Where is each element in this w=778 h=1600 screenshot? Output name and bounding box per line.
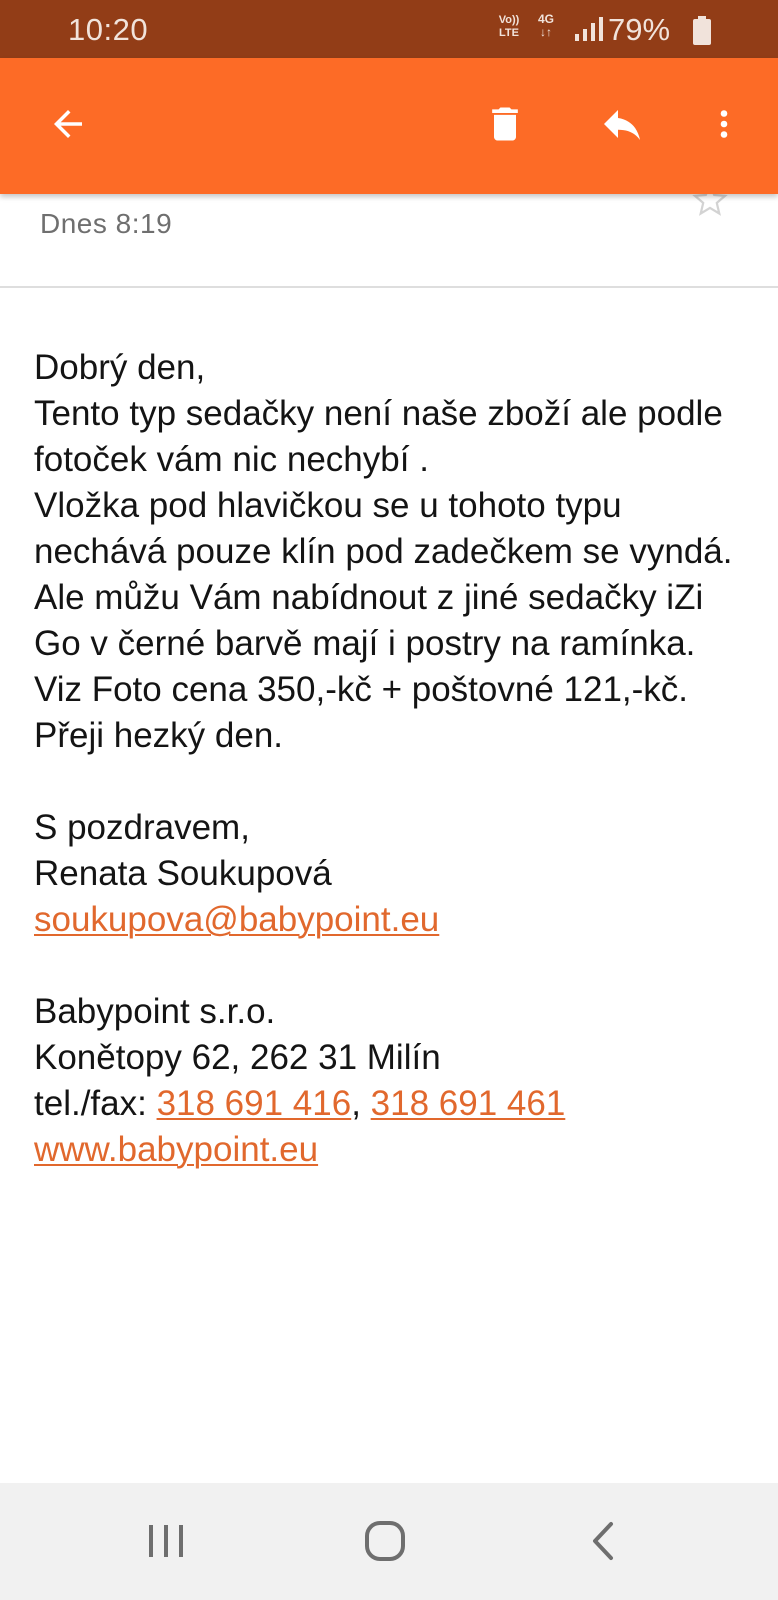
app-bar: [0, 58, 778, 194]
phone-label: tel./fax:: [34, 1084, 157, 1123]
back-button[interactable]: [36, 92, 100, 156]
body-line: Vložka pod hlavičkou se u tohoto typu nechává pouze klín pod zadečkem se vyndá.: [34, 486, 733, 571]
signal-icon: [574, 16, 604, 47]
recents-icon: [146, 1523, 186, 1559]
status-time: 10:20: [68, 12, 149, 47]
body-line: Ale můžu Vám nabídnout z jiné sedačky iZi Go v černé barvě mají i postry na ramínka.: [34, 578, 704, 663]
signature-greeting: S pozdravem,: [34, 808, 250, 847]
trash-icon: [483, 100, 527, 148]
recents-button[interactable]: [126, 1505, 206, 1577]
phone-link-1[interactable]: 318 691 416: [156, 1084, 352, 1123]
email-body: [34, 345, 749, 1173]
email-link[interactable]: soukupova@babypoint.eu: [34, 900, 440, 939]
body-line: Dobrý den,: [34, 348, 206, 387]
network-type-icon: 4G ↓↑: [537, 12, 554, 39]
volte-icon: Vo)) LTE: [498, 14, 520, 39]
signature-phone-line: [34, 1081, 749, 1127]
battery-percent: 79%: [608, 12, 671, 47]
body-line: Přeji hezký den.: [34, 716, 284, 755]
signature-website-line: [34, 1127, 749, 1173]
navigation-bar: [0, 1483, 778, 1600]
phone-separator: ,: [351, 1084, 371, 1123]
signature-name: Renata Soukupová: [34, 854, 332, 893]
signature-company: Babypoint s.r.o.: [34, 992, 276, 1031]
home-button[interactable]: [345, 1505, 425, 1577]
message-header: [0, 194, 778, 288]
more-options-button[interactable]: [692, 92, 756, 156]
nav-back-button[interactable]: [563, 1505, 643, 1577]
reply-icon: [598, 100, 646, 148]
body-line: Viz Foto cena 350,-kč + poštovné 121,-kč.: [34, 670, 689, 709]
status-bar: [0, 0, 778, 58]
more-vert-icon: [706, 102, 742, 146]
spacer: [34, 759, 749, 805]
reply-button[interactable]: [590, 92, 654, 156]
message-date: Dnes 8:19: [40, 208, 173, 239]
back-icon: [589, 1521, 617, 1561]
delete-button[interactable]: [473, 92, 537, 156]
signature-address: Konětopy 62, 262 31 Milín: [34, 1038, 441, 1077]
signature-email-line: [34, 897, 749, 943]
home-icon: [364, 1520, 406, 1562]
spacer: [34, 943, 749, 989]
back-arrow-icon: [47, 103, 89, 145]
phone-link-2[interactable]: 318 691 461: [370, 1084, 566, 1123]
website-link[interactable]: www.babypoint.eu: [34, 1130, 319, 1169]
battery-icon: [692, 16, 712, 51]
body-line: Tento typ sedačky není naše zboží ale podle fotoček vám nic nechybí .: [34, 394, 723, 479]
